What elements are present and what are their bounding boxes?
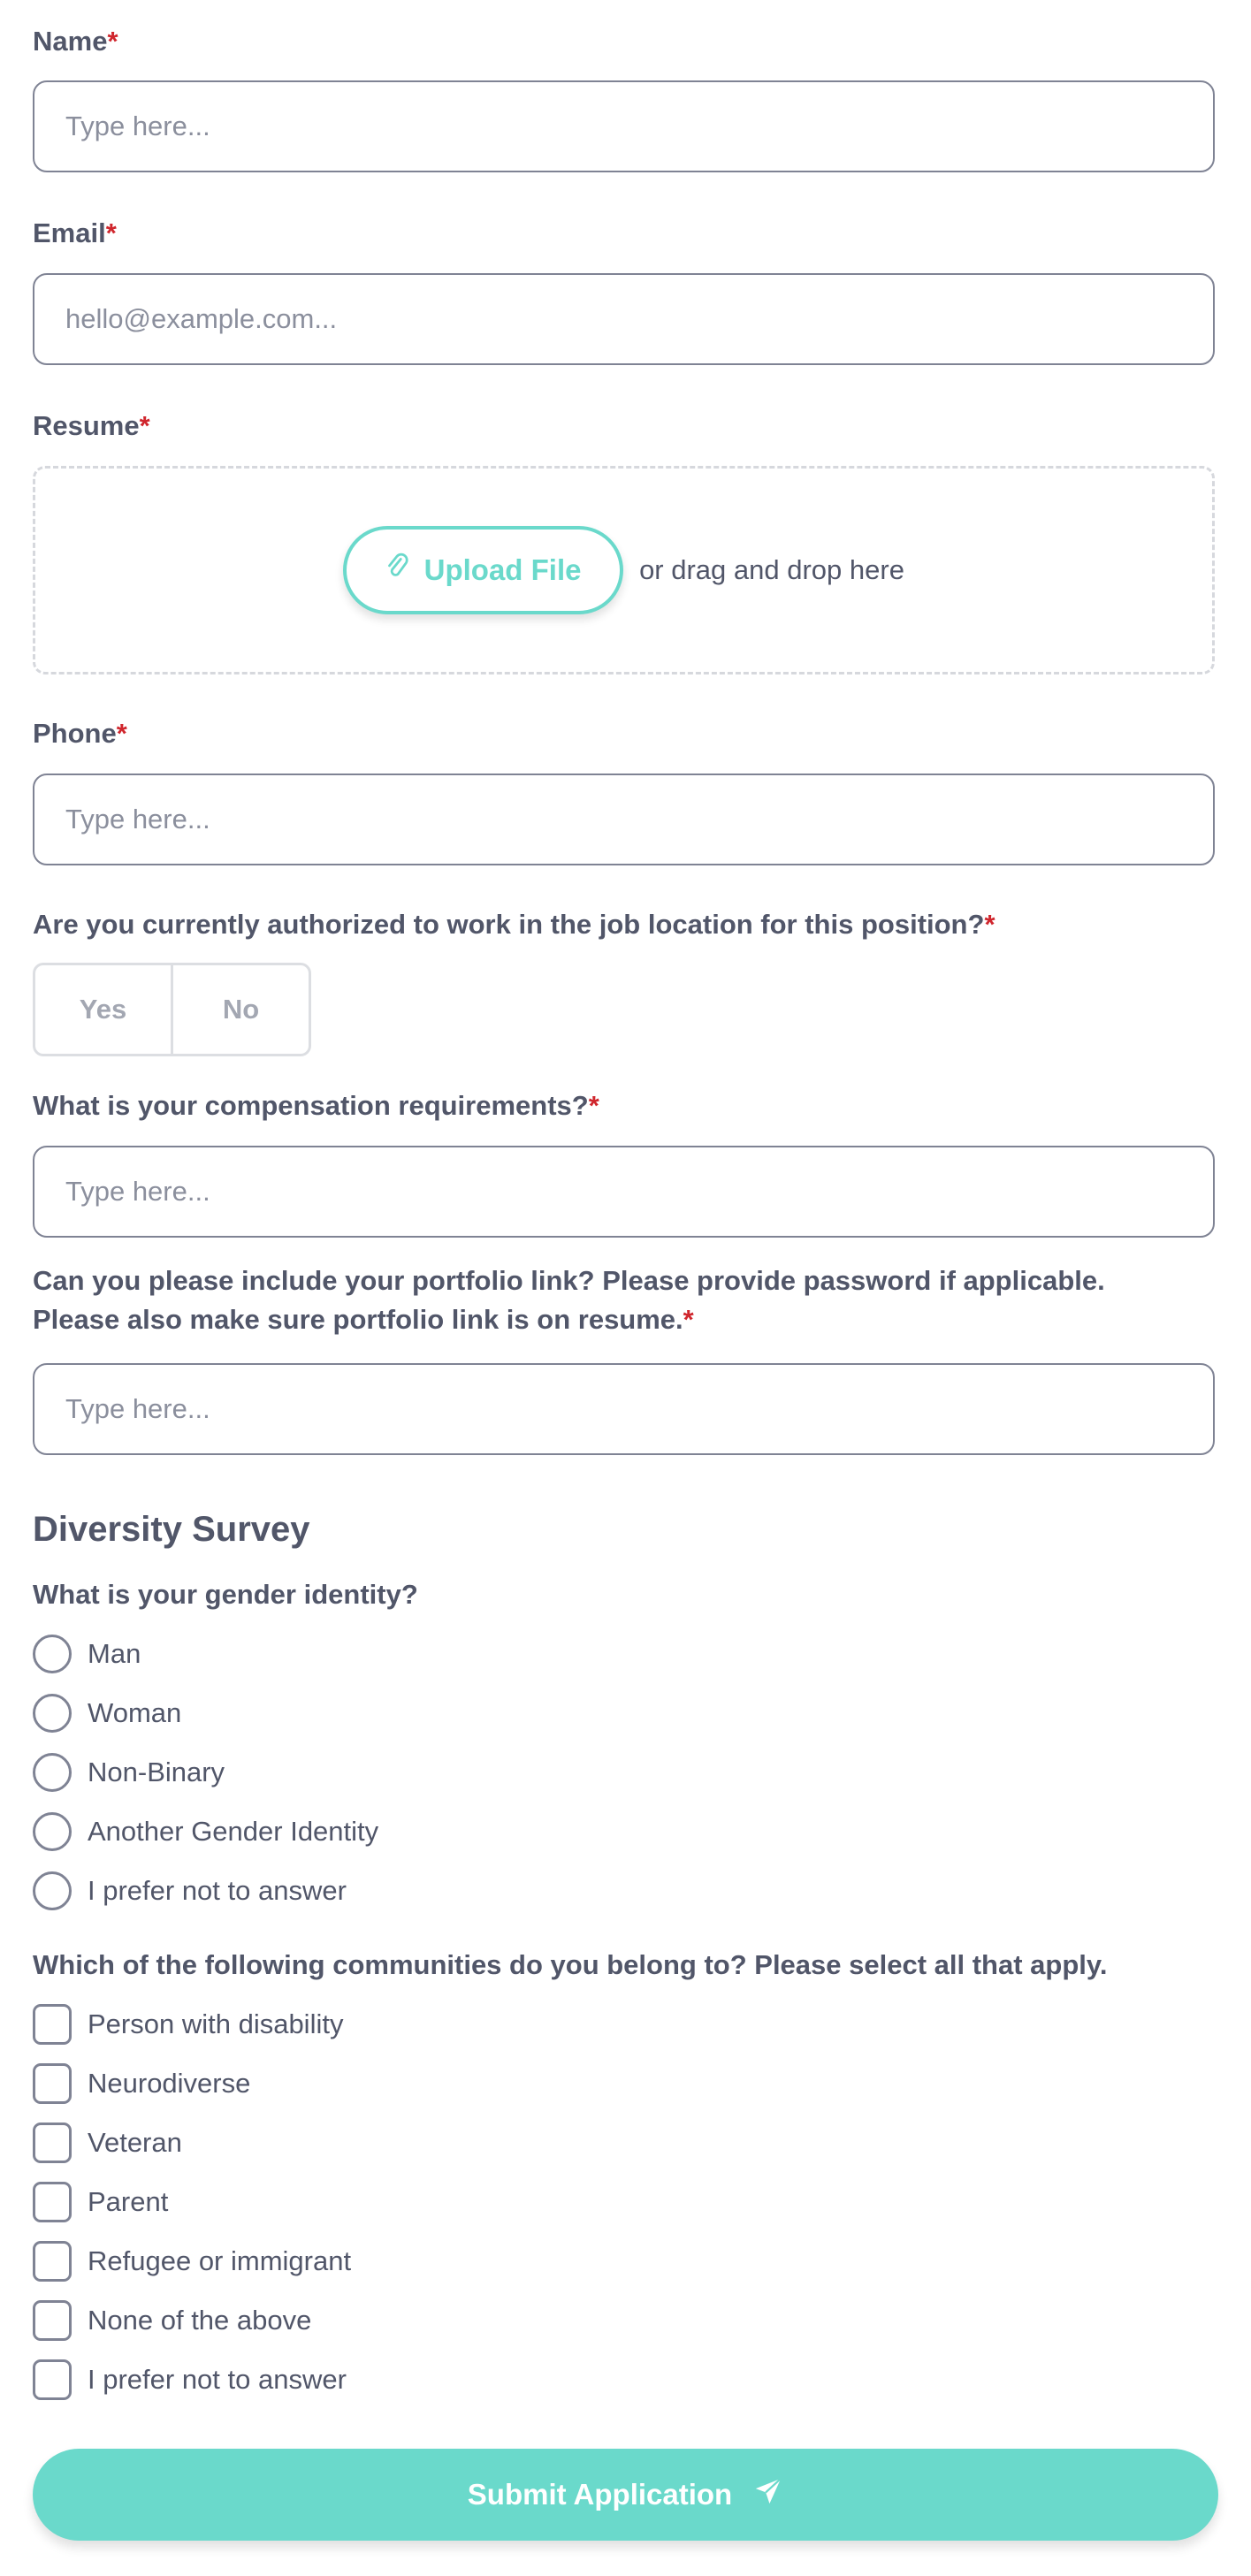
checkbox[interactable] [33,2359,72,2400]
gender-option[interactable] [33,1750,225,1795]
checkbox[interactable] [33,2241,72,2282]
submit-application-button[interactable] [33,2449,1218,2541]
no-button[interactable]: No [171,965,309,1054]
compensation-label: What is your compensation requirements?* [33,1090,599,1121]
gender-question: What is your gender identity? [33,1579,418,1610]
paper-plane-icon [753,2476,783,2513]
option-label: Veteran [88,2127,182,2158]
checkbox[interactable] [33,2004,72,2045]
community-option[interactable] [33,2121,182,2165]
submit-label: Submit Application [467,2478,733,2511]
authorized-label: Are you currently authorized to work in the job location for this position?* [33,909,995,940]
checkbox[interactable] [33,2123,72,2163]
yes-button[interactable]: Yes [79,994,127,1025]
gender-option[interactable] [33,1691,181,1735]
paperclip-icon [385,553,408,588]
gender-option[interactable] [33,1632,141,1676]
community-option[interactable] [33,2298,311,2343]
gender-option[interactable] [33,1869,347,1913]
gender-option[interactable] [33,1810,378,1854]
option-label: Another Gender Identity [88,1816,379,1847]
email-input[interactable] [33,273,1215,365]
option-label: Parent [88,2186,169,2217]
upload-file-label: Upload File [423,553,582,586]
name-input[interactable] [33,80,1215,172]
portfolio-label: Can you please include your portfolio link? Please provide password if applicable. Please also make sure portfolio link is on resume.* [33,1265,1105,1335]
email-label: Email* [33,217,117,248]
option-label: I prefer not to answer [88,2364,347,2395]
resume-label: Resume* [33,410,150,441]
community-question: Which of the following communities do you belong to? Please select all that apply. [33,1949,1108,1980]
checkbox[interactable] [33,2063,72,2104]
phone-input[interactable] [33,774,1215,865]
phone-label: Phone* [33,718,127,749]
radio-button[interactable] [33,1753,72,1792]
option-label: Woman [88,1697,182,1728]
option-label: Man [88,1638,141,1669]
portfolio-input[interactable] [33,1363,1215,1455]
community-option[interactable] [33,2002,343,2046]
diversity-survey-heading: Diversity Survey [33,1510,310,1549]
upload-file-button[interactable] [343,526,623,614]
radio-button[interactable] [33,1812,72,1851]
option-label: Refugee or immigrant [88,2245,352,2276]
option-label: Person with disability [88,2008,344,2039]
radio-button[interactable] [33,1635,72,1673]
community-option[interactable] [33,2062,250,2106]
option-label: None of the above [88,2305,312,2336]
radio-button[interactable] [33,1871,72,1910]
option-label: Non-Binary [88,1757,225,1787]
option-label: I prefer not to answer [88,1875,347,1906]
drag-drop-text: or drag and drop here [639,554,904,585]
community-option[interactable] [33,2358,347,2402]
authorized-toggle [33,963,311,1056]
resume-dropzone[interactable] [33,466,1215,674]
checkbox[interactable] [33,2182,72,2222]
name-label: Name* [33,26,118,57]
compensation-input[interactable] [33,1146,1215,1238]
community-option[interactable] [33,2180,168,2224]
radio-button[interactable] [33,1694,72,1733]
option-label: Neurodiverse [88,2068,251,2099]
community-option[interactable] [33,2239,351,2283]
checkbox[interactable] [33,2300,72,2341]
